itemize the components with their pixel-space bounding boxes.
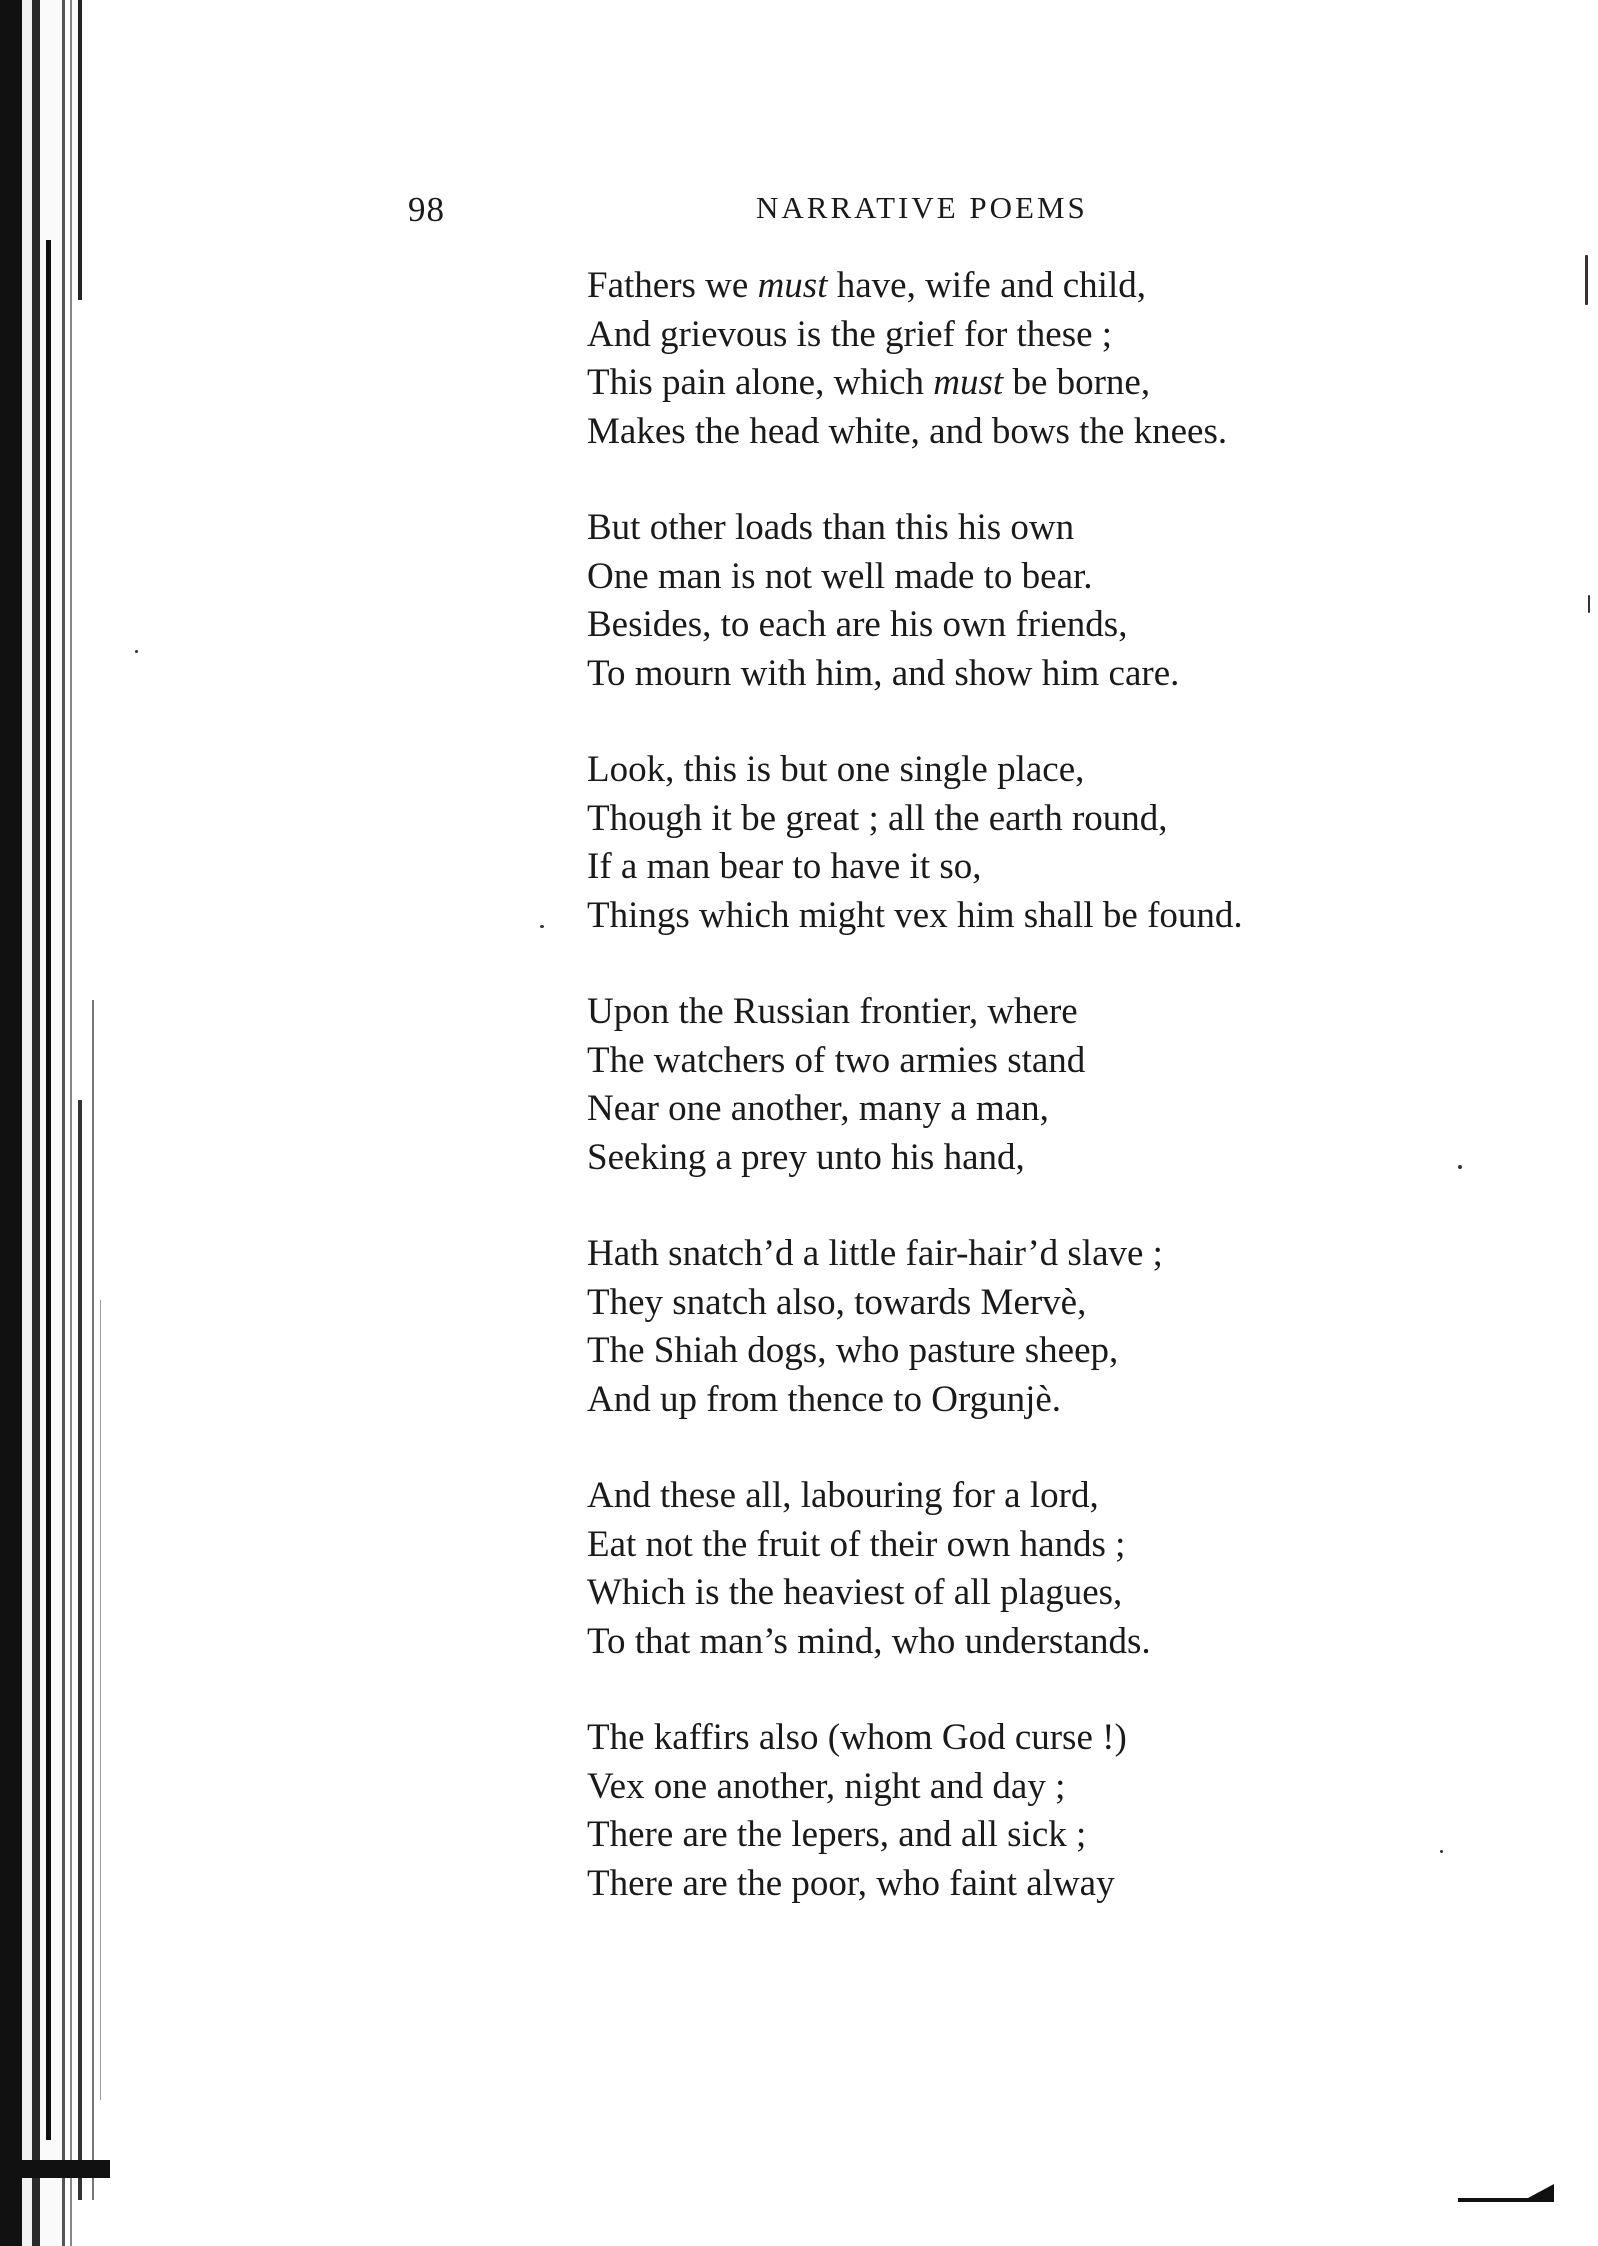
- stanza: [587, 262, 1547, 456]
- poem-line: There are the poor, who faint alway: [587, 1862, 1115, 1904]
- poem-line: This pain alone, which must be borne,: [587, 362, 1151, 403]
- poem-line: Hath snatch’d a little fair-hair’d slave ;: [587, 1233, 1163, 1274]
- emphasis: must: [757, 265, 828, 306]
- poem-line: There are the lepers, and all sick ;: [587, 1814, 1087, 1855]
- scan-speck: [540, 925, 544, 928]
- poem-line: The kaffirs also (whom God curse !): [587, 1717, 1127, 1758]
- poem-body: [587, 262, 1547, 1956]
- poem-line: Though it be great ; all the earth round,: [587, 797, 1168, 839]
- emphasis: must: [933, 362, 1004, 403]
- poem-line: If a man bear to have it so,: [587, 846, 982, 887]
- stanza: [587, 1714, 1547, 1908]
- poem-line: The watchers of two armies stand: [587, 1039, 1086, 1081]
- poem-line: One man is not well made to bear.: [587, 555, 1093, 597]
- scan-speck: [1458, 1165, 1462, 1169]
- poem-line: Makes the head white, and bows the knees.: [587, 410, 1228, 452]
- binding-gutter-shadow: [0, 0, 130, 2246]
- stanza: [587, 1230, 1547, 1424]
- poem-line: But other loads than this his own: [587, 507, 1075, 548]
- scan-speck: [135, 650, 138, 653]
- stanza: [587, 746, 1547, 940]
- poem-line: Things which might vex him shall be found.: [587, 894, 1243, 936]
- poem-line: To mourn with him, and show him care.: [587, 652, 1180, 694]
- scan-speck: [1588, 595, 1590, 613]
- poem-line: Near one another, many a man,: [587, 1088, 1049, 1129]
- poem-line: And these all, labouring for a lord,: [587, 1475, 1099, 1516]
- running-title: NARRATIVE POEMS: [756, 190, 1088, 225]
- scan-speck: [1585, 255, 1588, 305]
- poem-line: Vex one another, night and day ;: [587, 1765, 1066, 1807]
- scan-speck: [1440, 1850, 1443, 1853]
- poem-line: The Shiah dogs, who pasture sheep,: [587, 1330, 1119, 1371]
- stanza: [587, 504, 1547, 698]
- poem-line: Look, this is but one single place,: [587, 749, 1085, 790]
- poem-line: Upon the Russian frontier, where: [587, 991, 1078, 1032]
- poem-line: Besides, to each are his own friends,: [587, 604, 1128, 645]
- stanza: [587, 988, 1547, 1182]
- stanza: [587, 1472, 1547, 1666]
- poem-line: Seeking a prey unto his hand,: [587, 1136, 1025, 1178]
- page-number: 98: [408, 190, 445, 229]
- poem-line: Fathers we must have, wife and child,: [587, 265, 1146, 306]
- poem-line: They snatch also, towards Mervè,: [587, 1281, 1087, 1323]
- poem-line: To that man’s mind, who understands.: [587, 1620, 1151, 1662]
- poem-line: And up from thence to Orgunjè.: [587, 1378, 1062, 1420]
- poem-line: And grievous is the grief for these ;: [587, 313, 1113, 355]
- poem-line: Eat not the fruit of their own hands ;: [587, 1523, 1126, 1565]
- poem-line: Which is the heaviest of all plagues,: [587, 1572, 1123, 1613]
- scan-corner-mark: [1458, 2176, 1558, 2206]
